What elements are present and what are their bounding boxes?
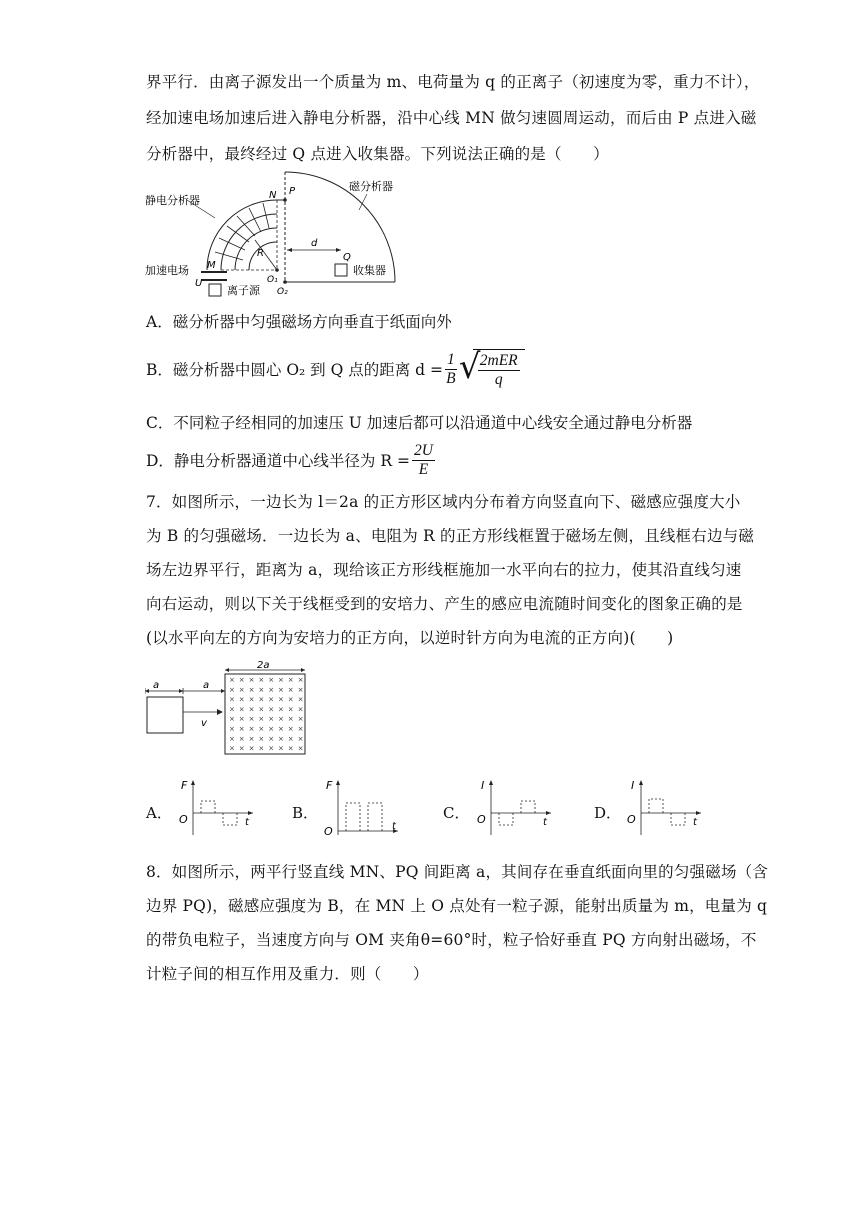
field-cross-mark: ×: [297, 705, 304, 714]
field-cross-mark: ×: [268, 695, 275, 704]
q7-loop-field-figure: [145, 660, 315, 760]
q8-line-3: 的带负电粒子，当速度方向与 OM 夹角θ=60°时，粒子恰好垂直 PQ 方向射出磁场，不: [146, 931, 757, 949]
field-cross-mark: ×: [229, 695, 235, 704]
q7-option-a-graph: [175, 777, 255, 837]
field-cross-mark: ×: [248, 676, 255, 684]
field-cross-mark: ×: [287, 744, 294, 753]
field-cross-mark: ×: [278, 676, 284, 684]
field-cross-mark: ×: [238, 695, 245, 704]
q7-line-5: (以水平向左的方向为安培力的正方向，以逆时针方向为电流的正方向)( ): [146, 629, 674, 647]
t-label: t: [392, 821, 396, 832]
field-cross-mark: ×: [238, 725, 245, 733]
label-accel-field: 加速电场: [145, 264, 189, 277]
field-cross-mark: ×: [248, 685, 255, 694]
q6-option-b-sqrt: √ $\frac{\text{2mER}}{q}$: [459, 349, 525, 389]
q6-option-d-fraction: [412, 442, 435, 479]
field-cross-mark: ×: [278, 725, 284, 733]
field-cross-mark: ×: [258, 744, 265, 753]
label-P: P: [289, 186, 296, 197]
q7-option-d-letter: D．: [594, 804, 622, 822]
origin-label: O: [477, 813, 486, 826]
field-cross-mark: ×: [268, 734, 275, 743]
field-cross-mark: ×: [248, 695, 255, 704]
field-cross-mark: ×: [229, 734, 235, 743]
field-cross-mark: ×: [268, 744, 275, 753]
origin-label: O: [179, 813, 188, 826]
field-cross-mark: ×: [297, 715, 304, 724]
label-Q: Q: [343, 252, 351, 263]
field-cross-mark: ×: [229, 715, 235, 724]
field-cross-mark: ×: [287, 725, 294, 733]
q7-line-4: 向右运动，则以下关于线框受到的安培力、产生的感应电流随时间变化的图象正确的是: [146, 595, 743, 613]
field-cross-mark: ×: [258, 685, 265, 694]
q7-option-d-graph: [623, 777, 703, 837]
field-cross-mark: ×: [229, 676, 235, 684]
field-cross-mark: ×: [278, 734, 284, 743]
q6-line-2: 经加速电场加速后进入静电分析器，沿中心线 MN 做匀速圆周运动，而后由 P 点进入磁: [146, 109, 757, 127]
field-cross-mark: ×: [297, 725, 304, 733]
t-label: t: [543, 817, 547, 828]
label-O1: O₁: [267, 275, 278, 285]
q7-line-3: 场左边界平行，距离为 a，现给该正方形线框施加一水平向右的拉力，使其沿直线匀速: [146, 561, 742, 579]
label-O2: O₂: [277, 287, 288, 297]
fraction-denominator: E: [418, 460, 429, 478]
field-cross-mark: ×: [258, 705, 265, 714]
field-cross-mark: ×: [229, 705, 235, 714]
field-cross-mark: ×: [268, 725, 275, 733]
q7-option-c-graph: [473, 777, 553, 837]
q6-option-d-text: D．静电分析器通道中心线半径为 R =: [146, 452, 410, 470]
field-cross-mark: ×: [258, 676, 265, 684]
q7-option-c-letter: C．: [443, 804, 470, 822]
label-magnetic-analyzer: 磁分析器: [349, 180, 393, 193]
field-cross-mark: ×: [268, 685, 275, 694]
field-cross-mark: ×: [297, 744, 304, 753]
field-cross-mark: ×: [258, 715, 265, 724]
field-cross-mark: ×: [278, 685, 284, 694]
axis-label: I: [631, 779, 635, 792]
q7-option-b-letter: B．: [292, 804, 319, 822]
field-cross-mark: ×: [278, 715, 284, 724]
label-M: M: [207, 260, 216, 271]
field-cross-mark: ×: [297, 734, 304, 743]
field-cross-mark: ×: [297, 676, 304, 684]
t-label: t: [245, 817, 249, 828]
axis-label: F: [181, 779, 188, 792]
label-collector: 收集器: [353, 264, 386, 277]
field-cross-mark: ×: [229, 685, 235, 694]
field-cross-mark: ×: [268, 705, 275, 714]
field-cross-mark: ×: [297, 685, 304, 694]
q8-line-4: 计粒子间的相互作用及重力．则（ ）: [146, 965, 429, 983]
q8-line-1: 8．如图所示，两平行竖直线 MN、PQ 间距离 a，其间存在垂直纸面向里的匀强磁场（含: [146, 863, 769, 881]
sqrt-denominator: q: [494, 371, 503, 388]
q7-line-1: 7．如图所示，一边长为 l＝2a 的正方形区域内分布着方向竖直向下、磁感应强度大小: [146, 493, 741, 511]
q7-option-a-letter: A．: [146, 804, 172, 822]
field-cross-mark: ×: [238, 705, 245, 714]
fraction-numerator: 1: [447, 350, 455, 368]
label-R: R: [257, 248, 264, 259]
label-2a: 2a: [257, 660, 270, 671]
field-cross-mark: ×: [297, 695, 304, 704]
field-cross-mark: ×: [248, 705, 255, 714]
t-label: t: [693, 817, 697, 828]
field-cross-mark: ×: [229, 744, 235, 753]
q6-option-b: [146, 348, 525, 390]
fraction-numerator: 2U: [413, 441, 433, 459]
field-cross-mark: ×: [278, 744, 284, 753]
field-cross-mark: ×: [248, 744, 255, 753]
label-d: d: [311, 238, 318, 249]
field-cross-mark: ×: [268, 715, 275, 724]
field-cross-mark: ×: [258, 725, 265, 733]
q6-option-d: [146, 440, 437, 480]
label-a2: a: [203, 680, 210, 691]
axis-label: I: [481, 779, 485, 792]
label-N: N: [269, 190, 277, 201]
field-cross-mark: ×: [268, 676, 275, 684]
field-cross-mark: ×: [287, 676, 294, 684]
field-cross-mark: ×: [238, 744, 245, 753]
field-cross-mark: ×: [287, 715, 294, 724]
field-cross-mark: ×: [248, 715, 255, 724]
label-static-analyzer: 静电分析器: [145, 194, 200, 207]
q8-line-2: 边界 PQ)，磁感应强度为 B，在 MN 上 O 点处有一粒子源，能射出质量为 m，电量为 q: [146, 897, 768, 915]
label-ion-source: 离子源: [227, 284, 260, 297]
field-cross-mark: ×: [278, 695, 284, 704]
q7-line-2: 为 B 的匀强磁场．一边长为 a、电阻为 R 的正方形线框置于磁场左侧，且线框右边与磁: [146, 527, 755, 545]
field-cross-mark: ×: [278, 705, 284, 714]
axis-label: F: [326, 779, 333, 792]
label-v: v: [201, 718, 207, 729]
origin-label: O: [324, 825, 333, 837]
origin-label: O: [627, 813, 636, 826]
field-cross-mark: ×: [248, 734, 255, 743]
field-cross-mark: ×: [287, 705, 294, 714]
field-cross-mark: ×: [258, 734, 265, 743]
q6-line-3: 分析器中，最终经过 Q 点进入收集器。下列说法正确的是（ ）: [146, 145, 609, 163]
field-cross-mark: ×: [238, 685, 245, 694]
field-cross-mark: ×: [229, 725, 235, 733]
field-cross-mark: ×: [287, 695, 294, 704]
sqrt-numerator: 2mER: [479, 352, 518, 369]
field-cross-mark: ×: [287, 734, 294, 743]
q6-option-c: C．不同粒子经相同的加速压 U 加速后都可以沿通道中心线安全通过静电分析器: [146, 414, 693, 432]
label-U: U: [195, 278, 203, 289]
field-cross-mark: ×: [238, 676, 245, 684]
q6-spectrometer-figure: [145, 170, 415, 300]
field-cross-mark: ×: [238, 715, 245, 724]
fraction-denominator: B: [446, 369, 456, 387]
q6-option-b-fraction: [445, 351, 457, 388]
q6-option-a: A．磁分析器中匀强磁场方向垂直于纸面向外: [146, 313, 452, 331]
q6-option-b-text: B．磁分析器中圆心 O₂ 到 Q 点的距离 d =: [146, 361, 443, 379]
label-a1: a: [153, 680, 160, 691]
q7-option-b-graph: [320, 777, 400, 837]
field-cross-mark: ×: [287, 685, 294, 694]
q6-line-1: 界平行．由离子源发出一个质量为 m、电荷量为 q 的正离子（初速度为零，重力不计），: [146, 73, 760, 91]
field-cross-mark: ×: [248, 725, 255, 733]
field-cross-mark: ×: [258, 695, 265, 704]
field-cross-mark: ×: [238, 734, 245, 743]
